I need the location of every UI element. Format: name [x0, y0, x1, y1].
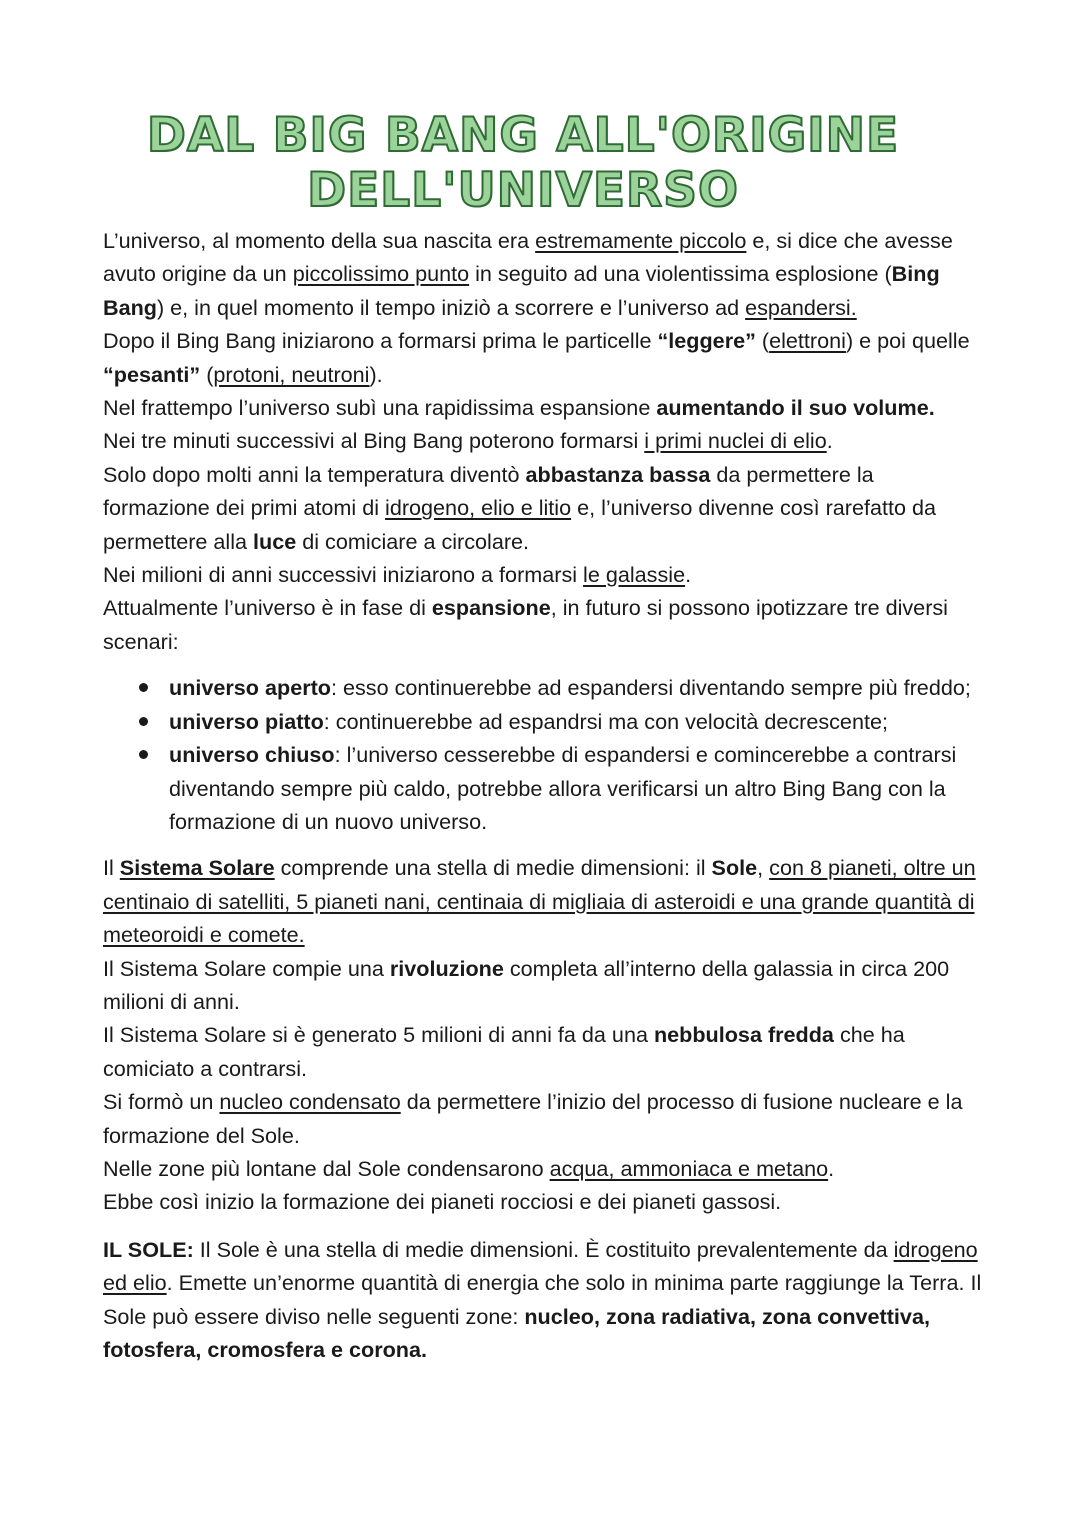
underlined-text: con 8 pianeti, oltre un centinaio di satelliti, 5 pianeti nani, centinaia di migliaia di asteroidi e una grande quantità di meteoroidi e comete.	[103, 855, 976, 948]
text: .	[828, 1155, 835, 1181]
underlined-text: i primi nuclei di elio	[644, 428, 827, 454]
text: (	[200, 361, 214, 387]
text: comprende una stella di medie dimensioni: il	[274, 855, 712, 881]
text: . Emette un’enorme quantità di energia che solo in minima parte raggiunge la Terra. Il Sole può essere diviso nelle seguenti zone:	[103, 1270, 982, 1329]
bold-text: “leggere”	[657, 328, 756, 354]
page-title: DAL BIG BANG ALL'ORIGINE DELL'UNIVERSO	[146, 108, 900, 218]
text: : l’universo cesserebbe di espandersi e comincerebbe a contrarsi diventando sempre più caldo, potrebbe allora verificarsi un altro Bing Bang con la formazione di un nuovo universo.	[169, 742, 957, 834]
text: e, si dice che avesse avuto origine da un	[103, 228, 953, 287]
text: .	[685, 562, 692, 588]
paragraph-nebula	[103, 1018, 983, 1085]
text: Nei milioni di anni successivi iniziarono a formarsi	[103, 562, 584, 588]
text: ) e, in quel momento il tempo iniziò a scorrere e l’universo ad	[156, 294, 746, 320]
paragraph-atoms	[103, 458, 983, 558]
text: L’universo, al momento della sua nascita era	[103, 228, 536, 253]
paragraph-origin	[103, 224, 983, 324]
text: in seguito ad una violentissima esplosione (	[469, 261, 892, 287]
paragraph-nucleus	[103, 1085, 983, 1152]
text: Nei tre minuti successivi al Bing Bang poterono formarsi	[103, 428, 645, 454]
underlined-text: le galassie	[583, 562, 686, 588]
section-gap	[103, 1219, 983, 1233]
paragraph-solar-system	[103, 851, 983, 951]
bold-underlined-text: Sistema Solare	[119, 855, 275, 881]
text: Dopo il Bing Bang iniziarono a formarsi prima le particelle	[103, 328, 658, 354]
underlined-text: piccolissimo punto	[292, 261, 470, 287]
underlined-text: idrogeno, elio e litio	[385, 495, 572, 521]
paragraph-galaxies	[103, 558, 983, 591]
bold-text: luce	[253, 528, 297, 554]
bold-text: universo piatto	[169, 708, 324, 734]
paragraph-particles	[103, 324, 983, 391]
underlined-text: idrogeno ed elio	[103, 1236, 978, 1296]
bold-text: nucleo, zona radiativa, zona convettiva, fotosfera, cromosfera e corona.	[103, 1303, 930, 1362]
section-label: IL SOLE:	[103, 1236, 194, 1262]
paragraph-nuclei	[103, 424, 983, 457]
underlined-text: estremamente piccolo	[535, 228, 747, 253]
bold-text: rivoluzione	[389, 955, 504, 981]
text: completa all’interno della galassia in circa 200 milioni di anni.	[103, 955, 950, 1014]
text: di comiciare a circolare.	[296, 528, 530, 554]
text: da permettere l’inizio del processo di fusione nucleare e la formazione del Sole.	[103, 1089, 963, 1148]
text: : continuerebbe ad espandrsi ma con velocità decrescente;	[323, 708, 888, 734]
bold-text: “pesanti”	[103, 361, 201, 387]
text: da permettere la formazione dei primi atomi di	[103, 461, 874, 521]
bold-text: espansione	[431, 595, 551, 621]
bold-text: universo chiuso	[169, 742, 335, 768]
text: Il Sole è una stella di medie dimensioni. È costituito prevalentemente da	[193, 1236, 894, 1262]
text: ) e poi quelle	[845, 328, 970, 354]
text: Nelle zone più lontane dal Sole condensarono	[103, 1155, 550, 1181]
text: Solo dopo molti anni la temperatura diventò	[103, 461, 526, 487]
paragraph-sun	[103, 1233, 983, 1367]
document-page	[103, 108, 983, 1366]
paragraph-revolution	[103, 952, 983, 1019]
list-item	[169, 738, 983, 838]
bold-text: nebbulosa fredda	[653, 1022, 834, 1048]
text: che ha comiciato a contrarsi.	[103, 1022, 905, 1081]
text: ,	[757, 855, 770, 881]
text: e, l’universo divenne così rarefatto da permettere alla	[103, 495, 937, 554]
text: .	[826, 428, 833, 454]
bold-text: aumentando il suo volume.	[656, 395, 935, 421]
paragraph-planets	[103, 1185, 983, 1218]
scenario-list	[103, 671, 983, 838]
text: Il	[103, 855, 120, 881]
underlined-text: nucleo condensato	[219, 1089, 401, 1115]
text: Si formò un	[103, 1089, 220, 1115]
bold-text: Sole	[711, 855, 758, 881]
underlined-text: elettroni	[769, 328, 846, 354]
underlined-text: protoni, neutroni	[213, 361, 370, 387]
list-item	[169, 705, 983, 738]
text: Attualmente l’universo è in fase di	[103, 595, 432, 621]
text: Ebbe così inizio la formazione dei pianeti rocciosi e dei pianeti gassosi.	[103, 1189, 782, 1215]
paragraph-scenarios-intro	[103, 591, 983, 658]
intro-section	[103, 224, 983, 658]
text: : esso continuerebbe ad espandersi diventando sempre più freddo;	[331, 675, 971, 701]
list-item	[169, 671, 983, 704]
text: Il Sistema Solare compie una	[103, 955, 390, 981]
solar-system-section	[103, 851, 983, 1218]
text: Nel frattempo l’universo subì una rapidissima espansione	[103, 395, 657, 421]
paragraph-condensation	[103, 1152, 983, 1185]
text: ).	[369, 361, 383, 387]
sun-section	[103, 1233, 983, 1367]
text: Il Sistema Solare si è generato 5 milioni di anni fa da una	[103, 1022, 654, 1048]
underlined-text: acqua, ammoniaca e metano	[549, 1155, 829, 1181]
bold-text: universo aperto	[169, 675, 331, 701]
text: , in futuro si possono ipotizzare tre diversi scenari:	[103, 595, 948, 654]
text: (	[755, 328, 770, 354]
bold-text: Bing Bang	[103, 261, 940, 320]
underlined-text: espandersi.	[745, 294, 857, 320]
bold-text: abbastanza bassa	[525, 461, 711, 487]
paragraph-expansion	[103, 391, 983, 424]
